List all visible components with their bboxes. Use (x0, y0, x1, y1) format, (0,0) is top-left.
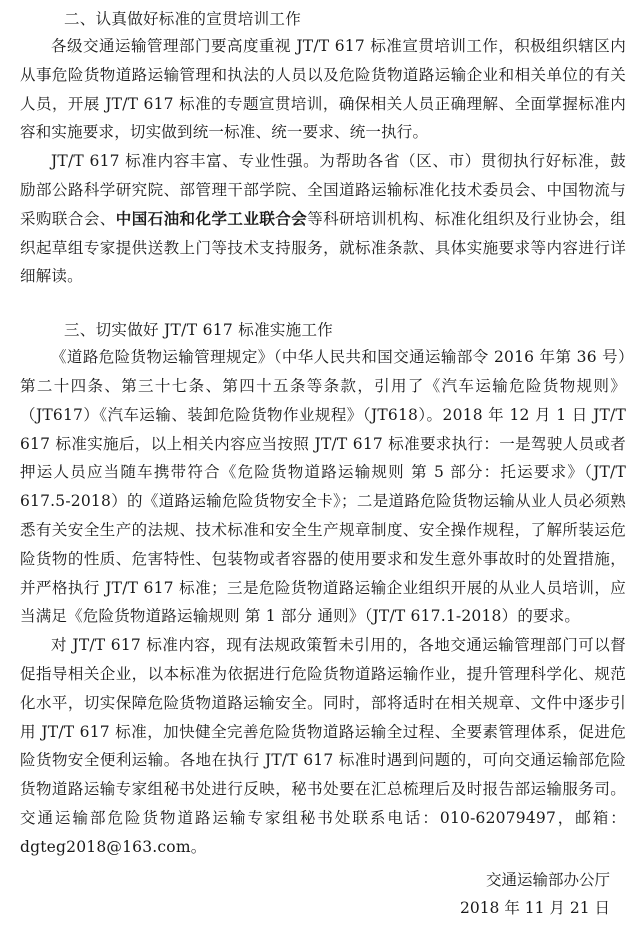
section-training (20, 6, 626, 291)
paragraph: 《道路危险货物运输管理规定》（中华人民共和国交通运输部令 2016 年第 36 号）第二十四条、第三十七条、第四十五条等条款，引用了《汽车运输危险货物规则》（JT617）《汽车运输、装卸危险货物作业规程》（JT618）。2018 年 12 月 1 日 JT/T 617 标准实施后，以上相关内容应当按照 JT/T 617 标准要求执行：一是驾驶人员或者押运人员应当随车携带符合《危险货物道路运输规则 第 5 部分：托运要求》（JT/T 617.5-2018）的《道路运输危险货物安全卡》；二是道路危险货物运输从业人员必须熟悉有关安全生产的法规、技术标准和安全生产规章制度、安全操作规程，了解所装运危险货物的性质、危害特性、包装物或者容器的使用要求和发生意外事故时的处置措施，并严格执行 JT/T 617 标准；三是危险货物道路运输企业组织开展的从业人员培训，应当满足《危险货物道路运输规则 第 1 部分 通则》（JT/T 617.1-2018）的要求。 (20, 348, 626, 626)
paragraph-text: 等科研培训机构、标准化组织及行业协会，组织起草组专家提供送教上门等技术支持服务，就标准条款、具体实施要求等内容进行详细解读。 (20, 209, 627, 286)
paragraph: 各级交通运输管理部门要高度重视 JT/T 617 标准宣贯培训工作，积极组织辖区内从事危险货物道路运输管理和执法的人员以及危险货物道路运输企业和相关单位的有关人员，开展 JT/T 617 标准的专题宣贯培训，确保相关人员正确理解、全面掌握标准内容和实施要求，切实做到统一标准、统一要求、统一执行。 (20, 37, 626, 142)
section-heading: 二、认真做好标准的宣贯培训工作 (64, 10, 302, 28)
paragraph: 对 JT/T 617 标准内容，现有法规政策暂未引用的，各地交通运输管理部门可以督促指导相关企业，以本标准为依据进行危险货物道路运输作业，提升管理科学化、规范化水平，切实保障危险货物道路运输安全。同时，部将适时在相关规章、文件中逐步引用 JT/T 617 标准，加快健全完善危险货物道路运输全过程、全要素管理体系，促进危险货物安全便利运输。各地在执行 JT/T 617 标准时遇到问题的，可向交通运输部危险货物道路运输专家组秘书处进行反映，秘书处要在汇总梳理后及时报告部运输服务司。交通运输部危险货物道路运输专家组秘书处联系电话：010-62079497，邮箱：dgteg2018@163.com。 (20, 636, 626, 856)
section-heading: 三、切实做好 JT/T 617 标准实施工作 (64, 321, 334, 340)
bold-organization: 中国石油和化学工业联合会 (115, 208, 308, 228)
signature-organization: 交通运输部办公厅 (485, 871, 610, 889)
signature-date: 2018 年 11 月 21 日 (459, 899, 610, 917)
section-implementation (20, 317, 626, 861)
paragraph (20, 147, 626, 291)
paragraph-text: JT/T 617 标准内容丰富、专业性强。为帮助各省（区、市）贯彻执行好标准，鼓励部公路科学研究院、部管理干部学院、全国道路运输标准化技术委员会、中国物流与采购联合会、 (20, 152, 626, 228)
section-gap (20, 291, 626, 317)
